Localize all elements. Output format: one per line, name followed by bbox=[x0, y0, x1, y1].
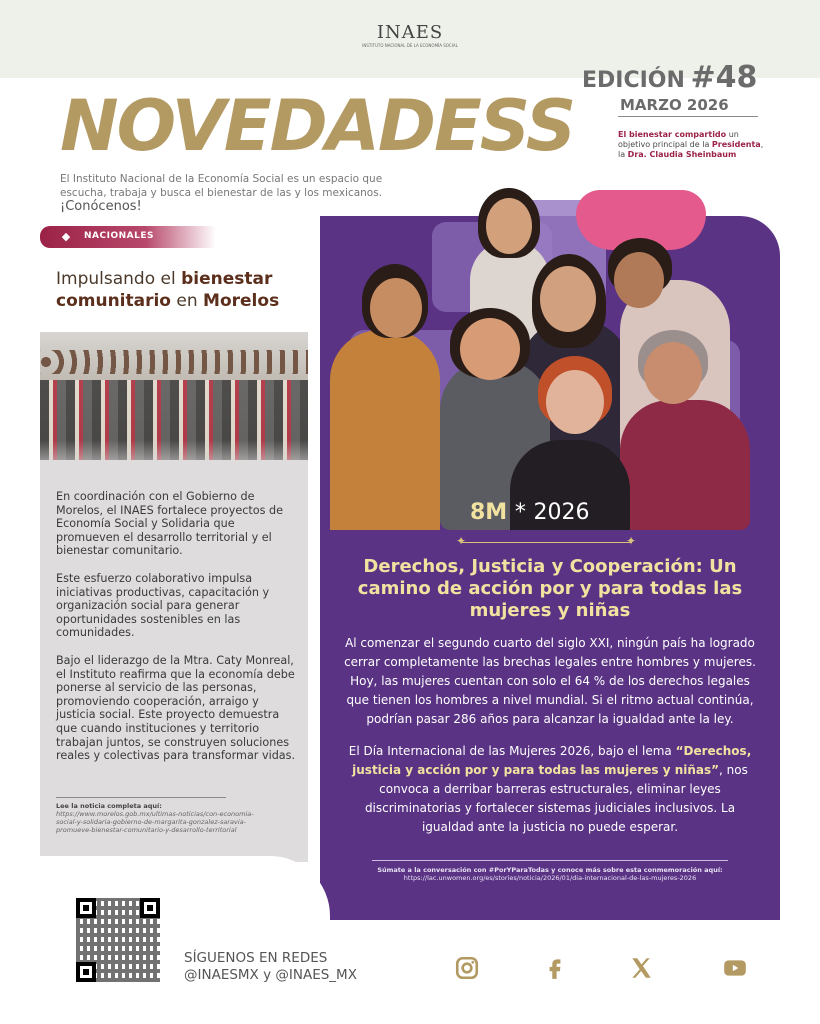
women-photo-collage bbox=[320, 180, 780, 530]
follow-us bbox=[184, 950, 357, 984]
article-paragraph: En coordinación con el Gobierno de Morelos, el INAES fortalece proyectos de Economía Social y Solidaria que promueven el desarrollo territorial y el bienestar comunitario. bbox=[56, 490, 283, 558]
logo-subtitle: INSTITUTO NACIONAL DE LA ECONOMÍA SOCIAL bbox=[362, 43, 458, 48]
footer-curve bbox=[0, 856, 330, 1024]
qr-code[interactable] bbox=[76, 898, 160, 982]
feature-cta-link[interactable]: https://lac.unwomen.org/es/stories/noticia/2026/01/dia-internacional-de-las-mujeres-2026 bbox=[403, 874, 697, 882]
newsletter-title: NOVEDADESS bbox=[60, 85, 575, 167]
photo-fade bbox=[40, 440, 308, 480]
sparkle-icon: ✦ bbox=[456, 534, 467, 548]
follow-label: SÍGUENOS EN REDES bbox=[184, 950, 328, 966]
intro-text: El Instituto Nacional de la Economía Social es un espacio que escucha, trabaja y busca el bienestar de las y los mexicanos. ¡Conócenos! bbox=[60, 173, 383, 214]
section-badge: ◆ NACIONALES bbox=[40, 226, 216, 248]
social-handles: @INAESMX y @INAES_MX bbox=[184, 967, 357, 983]
youtube-icon[interactable] bbox=[720, 955, 750, 985]
facebook-icon[interactable] bbox=[540, 955, 570, 985]
article-headline: Impulsando el bienestar comunitario en Morelos bbox=[56, 269, 280, 311]
feature-paragraph: Al comenzar el segundo cuarto del siglo XXI, ningún país ha logrado cerrar completamente las brechas legales entre hombres y mujeres. Hoy, las mujeres cuentan con solo el 64 % de los derechos legales que tienen los hombres a nivel mundial. Si el ritmo actual continúa, podrían pasar 286 años para alcanzar la igualdad ante la ley. bbox=[344, 636, 756, 726]
feature-paragraph: El Día Internacional de las Mujeres 2026, bajo el lema “Derechos, justicia y acción por y para todas las mujeres y niñas”, nos convoca a derribar barreras estructurales, eliminar leyes discriminatorias y fortalecer sistemas judiciales inclusivos. La igualdad ante la justicia no puede esperar. bbox=[348, 744, 752, 834]
read-more-link[interactable]: https://www.morelos.gob.mx/ultimas-noticias/con-economia-social-y-solidaria-gobierno-de-margarita-gonzalez-saravia-promueve-bienestar-comunitario-y-desarrollo-territorial bbox=[56, 810, 254, 834]
logo-name: INAES bbox=[376, 22, 444, 43]
event-label: 8M * 2026 bbox=[470, 500, 590, 525]
edition-label: EDICIÓN #48 bbox=[582, 60, 758, 95]
read-more bbox=[56, 802, 256, 834]
edition-date: MARZO 2026 bbox=[620, 96, 729, 114]
article-paragraph: Este esfuerzo colaborativo impulsa iniciativas productivas, capacitación y organización social para generar oportunidades sostenibles en las comunidades. bbox=[56, 571, 270, 640]
article-body bbox=[56, 490, 296, 777]
instagram-icon[interactable] bbox=[452, 955, 482, 985]
campaign-slogan: “Derechos, justicia y acción por y para todas las mujeres y niñas” bbox=[352, 744, 752, 777]
inaes-logo[interactable] bbox=[360, 22, 460, 48]
feature-title: Derechos, Justicia y Cooperación: Un camino de acción por y para todas las mujeres y niñas bbox=[357, 556, 743, 621]
tagline: El bienestar compartido un objetivo principal de la Presidenta, la Dra. Claudia Sheinbaum bbox=[618, 130, 764, 159]
x-icon[interactable] bbox=[626, 955, 656, 985]
feature-cta: Súmate a la conversación con #PorYParaTodas y conoce más sobre esta conmemoración aquí: https://lac.unwomen.org/es/stories/noticia/2026/01/dia-internacional-de-las-mujeres-2026 bbox=[377, 866, 723, 882]
divider bbox=[56, 797, 226, 798]
divider bbox=[372, 860, 728, 861]
article-paragraph: Bajo el liderazgo de la Mtra. Caty Monreal, el Instituto reafirma que la economía debe ponerse al servicio de las personas, promoviendo cooperación, arraigo y justicia social. Este proyecto demuestra que cuando instituciones y territorio trabajan juntos, se construyen soluciones reales y colectivas para transformar vidas. bbox=[56, 653, 296, 763]
read-more-label: Lee la noticia completa aquí: bbox=[56, 802, 162, 810]
divider bbox=[618, 116, 758, 117]
sparkle-icon: ✦ bbox=[626, 534, 637, 548]
divider bbox=[462, 542, 632, 543]
mexico-map-icon: ◆ bbox=[61, 230, 71, 243]
intro-cta[interactable]: ¡Conócenos! bbox=[60, 199, 142, 214]
